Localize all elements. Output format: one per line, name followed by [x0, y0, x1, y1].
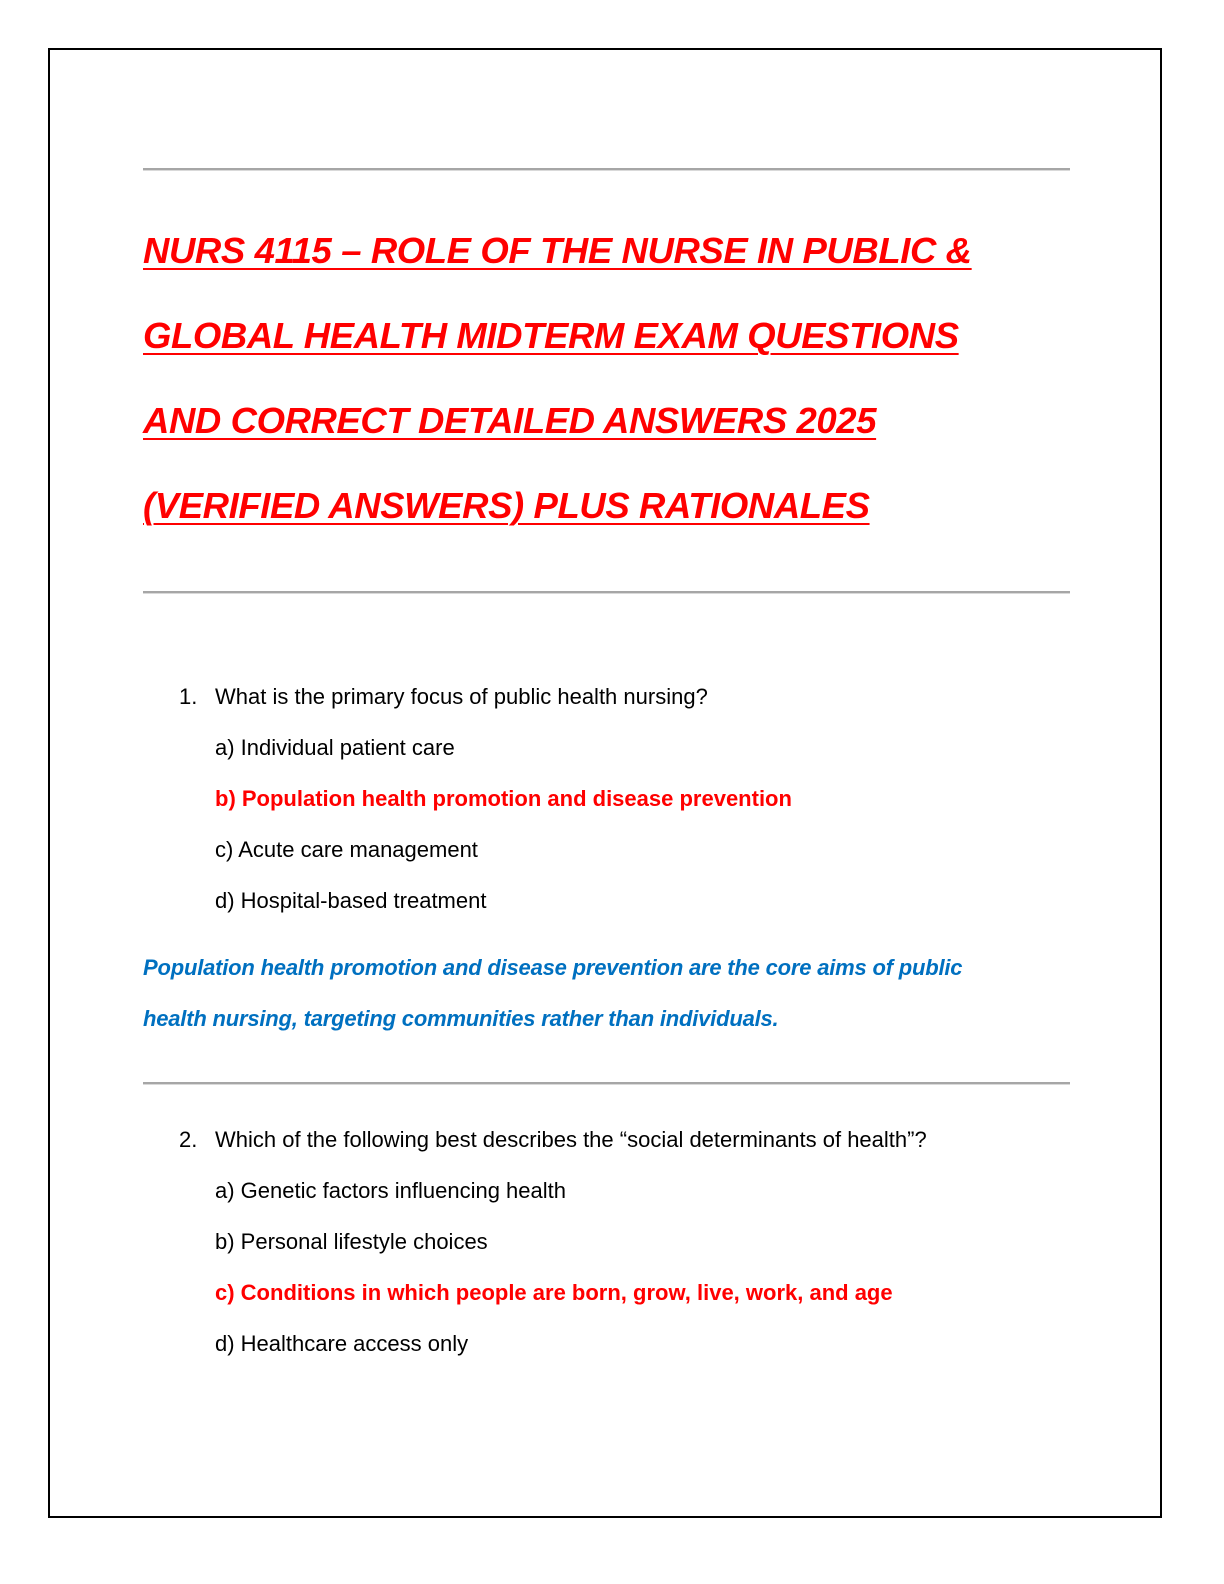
question-1: [143, 676, 1073, 931]
option-d: d) Healthcare access only: [215, 1331, 469, 1356]
rationale-line: health nursing, targeting communities rather than individuals.: [143, 1006, 779, 1031]
option-b-correct-answer: b) Population health promotion and disease prevention: [215, 786, 792, 811]
rationale-line: Population health promotion and disease prevention are the core aims of public: [143, 955, 963, 980]
question-1-rationale: [143, 942, 1073, 1044]
option-c: c) Acute care management: [215, 837, 478, 862]
horizontal-rule-top: [143, 168, 1070, 170]
option-a: a) Individual patient care: [215, 735, 455, 760]
title-line: NURS 4115 – ROLE OF THE NURSE IN PUBLIC &: [143, 230, 972, 271]
option-b: b) Personal lifestyle choices: [215, 1229, 488, 1254]
horizontal-rule-after-title: [143, 591, 1070, 593]
horizontal-rule-between-questions: [143, 1082, 1070, 1084]
question-text: What is the primary focus of public health nursing?: [215, 684, 708, 709]
question-number: 2.: [179, 1127, 198, 1152]
question-text: Which of the following best describes the “social determinants of health”?: [215, 1127, 927, 1152]
option-d: d) Hospital-based treatment: [215, 888, 487, 913]
title-line: (VERIFIED ANSWERS) PLUS RATIONALES: [143, 485, 870, 526]
title-line: GLOBAL HEALTH MIDTERM EXAM QUESTIONS: [143, 315, 959, 356]
question-number: 1.: [179, 684, 198, 709]
title-line: AND CORRECT DETAILED ANSWERS 2025: [143, 400, 877, 441]
option-c-correct-answer: c) Conditions in which people are born, grow, live, work, and age: [215, 1280, 893, 1305]
question-2: [143, 1119, 1073, 1374]
question-stem: [143, 676, 1073, 727]
document-title: [143, 208, 1083, 548]
question-stem: [143, 1119, 1073, 1170]
option-a: a) Genetic factors influencing health: [215, 1178, 566, 1203]
